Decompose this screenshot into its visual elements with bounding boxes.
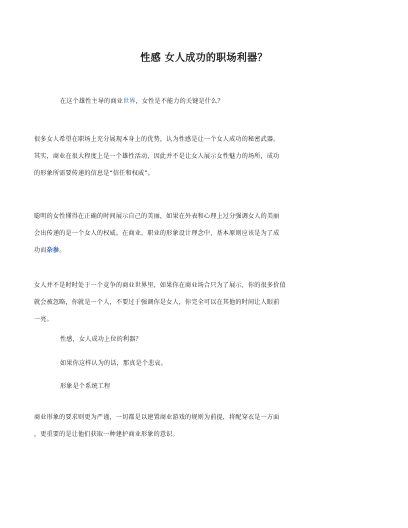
paragraph-2-line: 会出传递的是一个女人的权威。在商业，职业的形象设计理念中，基本原则应该是为了成: [34, 230, 280, 237]
paragraph-2: [34, 208, 379, 259]
paragraph-1: [34, 131, 379, 182]
paragraph-3-line: 就会被忽略，你就是一个人，不要过于强调你是女人，你完全可以在其他的时间让人眼前: [34, 299, 280, 306]
paragraph-2-last-line: [34, 242, 379, 259]
intro-text-after: ，女性是不能力的关键是什么？: [135, 98, 224, 105]
paragraph-4: [34, 409, 379, 443]
paragraph-2-text-after: 。: [59, 247, 66, 254]
article-title: 性感 女人成功的职场利器？: [140, 53, 268, 64]
paragraph-1-line: 其实，商业在很大程度上是一个雄性活动，因此并不是让女人展示女性魅力的场所，成功: [34, 153, 280, 160]
paragraph-2-text-before: 功而: [34, 247, 47, 254]
paragraph-3: [34, 277, 379, 328]
paragraph-1-line: 的形象所需要传递的信息是“信任和权威”。: [34, 170, 155, 177]
paragraph-2-line: 聪明的女性懂得在正确的时间展示自己的美丽，如果在外表和心理上过分强调女人的美丽: [34, 213, 280, 220]
paragraph-1-line: 很多女人希望在职场上充分展现本身上的优势，认为性感是让一个女人成功的秘密武器。: [34, 136, 280, 143]
paragraph-3-line: 一亮。: [34, 316, 53, 323]
subheading-image-system: 形象是个系统工程: [60, 383, 111, 390]
paragraph-4-line: 商业形象的要求则更为严谨，一切都是以建置商业游戏的规则为前提，将配穿衣是一方面: [34, 414, 280, 421]
paragraph-2-highlight-link[interactable]: 杂参: [46, 247, 60, 254]
intro-link-world[interactable]: 世界: [122, 98, 136, 105]
intro-text-before: 在这个雄性主导的商业: [60, 98, 123, 105]
paragraph-4-line: ，更重要的是让他们获取一种建护商业形象的意识。: [34, 431, 179, 438]
question-2: 如果你这样认为的话，那真是个悲哀。: [60, 360, 167, 367]
question-1: 性感，女人成功上位的利器？: [60, 336, 142, 343]
intro-question: [60, 93, 380, 110]
paragraph-3-line: 女人并不是时时处于一个竞争的商业世界里，如果你在商业场合只为了展示，你的很多价值: [34, 282, 286, 289]
